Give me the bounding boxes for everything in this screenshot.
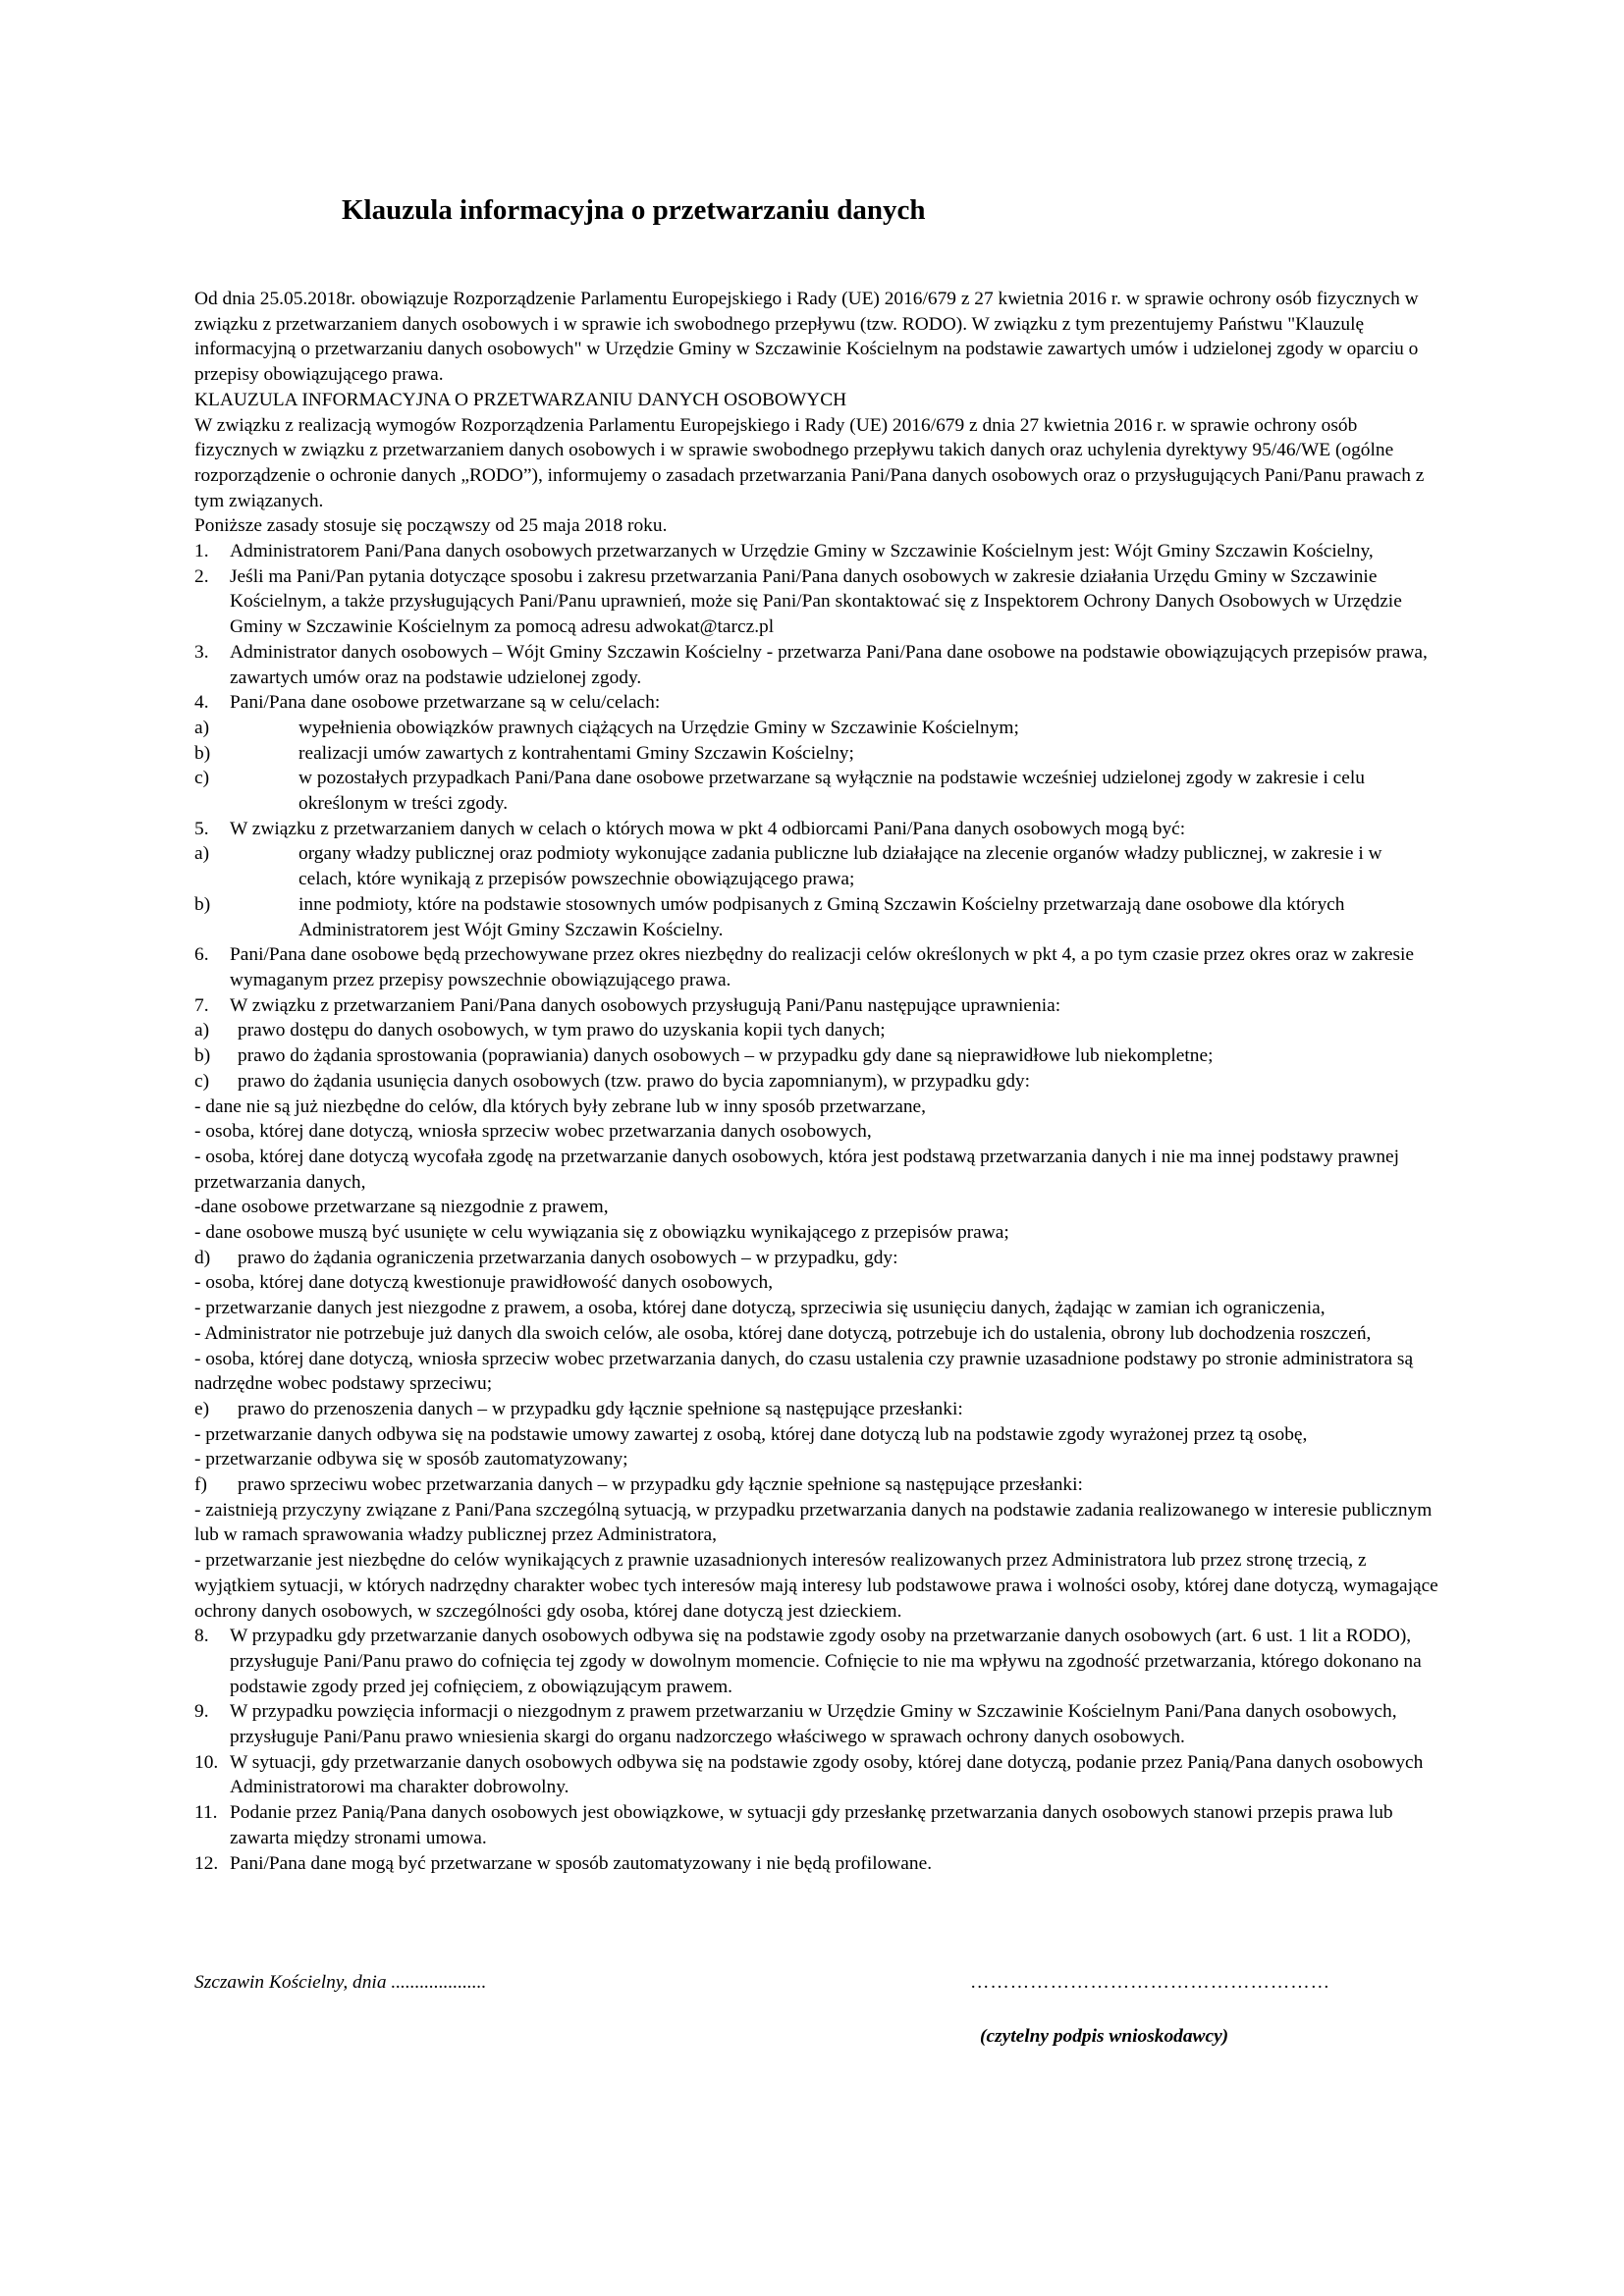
dash-item: - przetwarzanie jest niezbędne do celów wynikających z prawnie uzasadnionych interesów realizowanych przez Administratora lub przez stronę trzecią, z wyjątkiem sytuacji, w których nadrzędny charakter wobec tych interesów mają interesy lub podstawowe prawa i wolności osoby, której dane dotyczą, wymagające ochrony danych osobowych, w szczególności gdy osoba, której dane dotyczą jest dzieckiem. — [194, 1550, 1438, 1622]
list-subitem — [194, 1043, 1439, 1069]
list-subitem — [194, 1018, 1439, 1043]
item-marker: 2. — [194, 565, 209, 587]
item-text: realizacji umów zawartych z kontrahentami Gminy Szczawin Kościelny; — [298, 742, 854, 764]
item-marker: d) — [194, 1247, 211, 1268]
dash-item: - osoba, której dane dotyczą kwestionuje prawidłowość danych osobowych, — [194, 1272, 774, 1294]
list-item — [194, 539, 1439, 564]
item-text: W związku z przetwarzaniem Pani/Pana danych osobowych przysługują Pani/Panu następujące uprawnienia: — [230, 994, 1061, 1016]
item-text: wypełnienia obowiązków prawnych ciążących na Urzędzie Gminy w Szczawinie Kościelnym; — [298, 717, 1019, 738]
item-text: Administrator danych osobowych – Wójt Gminy Szczawin Kościelny - przetwarza Pani/Pana dane osobowe na podstawie obowiązujących przepisów prawa, zawartych umów oraz na podstawie udzielonej zgody. — [230, 641, 1428, 688]
dash-item: - dane osobowe muszą być usunięte w celu wywiązania się z obowiązku wynikającego z przepisów prawa; — [194, 1222, 1009, 1244]
list-subitem — [194, 1397, 1439, 1422]
document-body — [194, 287, 1439, 1876]
item-marker: e) — [194, 1398, 210, 1419]
list-item — [194, 640, 1439, 690]
place-date-field: Szczawin Kościelny, dnia .................... — [194, 1972, 487, 1993]
list-subitem — [194, 766, 1439, 816]
list-subitem — [194, 1069, 1439, 1095]
item-marker: 6. — [194, 944, 209, 966]
item-text: w pozostałych przypadkach Pani/Pana dane osobowe przetwarzane są wyłącznie na podstawie wcześniej udzielonej zgody w zakresie i celu określonym w treści zgody. — [298, 768, 1365, 815]
item-marker: b) — [194, 1045, 211, 1067]
item-marker: b) — [194, 742, 211, 764]
dash-item: - zaistnieją przyczyny związane z Pani/Pana szczególną sytuacją, w przypadku przetwarzania danych na podstawie zadania realizowanego w interesie publicznym lub w ramach sprawowania władzy publicznej przez Administratora, — [194, 1499, 1433, 1546]
dash-item: - osoba, której dane dotyczą wycofała zgodę na przetwarzanie danych osobowych, która jest podstawą przetwarzania danych i nie ma innej podstawy prawnej przetwarzania danych, — [194, 1146, 1400, 1193]
item-text: W związku z przetwarzaniem danych w celach o których mowa w pkt 4 odbiorcami Pani/Pana danych osobowych mogą być: — [230, 818, 1186, 839]
item-text: inne podmioty, które na podstawie stosownych umów podpisanych z Gminą Szczawin Kościelny przetwarzają dane osobowe dla których Administratorem jest Wójt Gminy Szczawin Kościelny. — [298, 893, 1345, 940]
item-text: prawo sprzeciwu wobec przetwarzania danych – w przypadku gdy łącznie spełnione są następujące przesłanki: — [238, 1474, 1083, 1496]
item-text: Pani/Pana dane mogą być przetwarzane w sposób zautomatyzowany i nie będą profilowane. — [230, 1852, 933, 1874]
dash-item: -dane osobowe przetwarzane są niezgodnie z prawem, — [194, 1197, 609, 1218]
page-title: Klauzula informacyjna o przetwarzaniu danych — [342, 194, 926, 226]
list-subitem — [194, 841, 1439, 891]
item-text: prawo do żądania usunięcia danych osobowych (tzw. prawo do bycia zapomnianym), w przypadku gdy: — [238, 1070, 1030, 1092]
item-marker: c) — [194, 1070, 210, 1092]
item-text: W przypadku powzięcia informacji o niezgodnym z prawem przetwarzaniu w Urzędzie Gminy w Szczawinie Kościelnym Pani/Pana danych osobowych, przysługuje Pani/Panu prawo wniesienia skargi do organu nadzorczego właściwego w sprawach ochrony danych osobowych. — [230, 1701, 1397, 1748]
list-subitem — [194, 892, 1439, 942]
item-marker: 10. — [194, 1751, 219, 1773]
dash-item: - osoba, której dane dotyczą, wniosła sprzeciw wobec przetwarzania danych osobowych, — [194, 1121, 872, 1143]
list-item — [194, 817, 1439, 842]
item-marker: 4. — [194, 692, 209, 714]
effective-date-paragraph: Poniższe zasady stosuje się począwszy od 25 maja 2018 roku. — [194, 515, 668, 537]
item-marker: f) — [194, 1474, 207, 1496]
item-text: W sytuacji, gdy przetwarzanie danych osobowych odbywa się na podstawie zgody osoby, której dane dotyczą, podanie przez Panią/Pana danych osobowych Administratorowi ma charakter dobrowolny. — [230, 1751, 1424, 1798]
list-subitem — [194, 1246, 1439, 1271]
list-item — [194, 1624, 1439, 1699]
item-marker: 8. — [194, 1626, 209, 1647]
section-heading: KLAUZULA INFORMACYJNA O PRZETWARZANIU DANYCH OSOBOWYCH — [194, 389, 847, 410]
list-item — [194, 690, 1439, 716]
item-marker: 9. — [194, 1701, 209, 1723]
item-marker: c) — [194, 768, 210, 789]
item-text: prawo do żądania ograniczenia przetwarzania danych osobowych – w przypadku, gdy: — [238, 1247, 898, 1268]
list-item — [194, 1699, 1439, 1749]
item-text: Jeśli ma Pani/Pan pytania dotyczące sposobu i zakresu przetwarzania Pani/Pana danych osobowych w zakresie działania Urzędu Gminy w Szczawinie Kościelnym, a także przysługujących Pani/Panu uprawnień, może się Pani/Pan skontaktować się z Inspektorem Ochrony Danych Osobowych w Urzędzie Gminy w Szczawinie Kościelnym za pomocą adresu adwokat@tarcz.pl — [230, 565, 1402, 638]
list-item — [194, 1800, 1439, 1850]
item-marker: 5. — [194, 818, 209, 839]
item-marker: 1. — [194, 541, 209, 562]
dash-item: - przetwarzanie danych odbywa się na podstawie umowy zawartej z osobą, której dane dotyczą lub na podstawie zgody wyrażonej przez tą osobę, — [194, 1423, 1308, 1445]
item-text: prawo do żądania sprostowania (poprawiania) danych osobowych – w przypadku gdy dane są nieprawidłowe lub niekompletne; — [238, 1045, 1214, 1067]
item-text: prawo do przenoszenia danych – w przypadku gdy łącznie spełnione są następujące przesłanki: — [238, 1398, 963, 1419]
rodo-paragraph: W związku z realizacją wymogów Rozporządzenia Parlamentu Europejskiego i Rady (UE) 2016/679 z dnia 27 kwietnia 2016 r. w sprawie ochrony osób fizycznych w związku z przetwarzaniem danych osobowych i w sprawie swobodnego przepływu takich danych oraz uchylenia dyrektywy 95/46/WE (ogólne rozporządzenie o ochronie danych „RODO”), informujemy o zasadach przetwarzania Pani/Pana danych osobowych oraz o przysługujących Pani/Panu prawach z tym związanych. — [194, 414, 1425, 511]
item-marker: 7. — [194, 994, 209, 1016]
item-text: prawo dostępu do danych osobowych, w tym prawo do uzyskania kopii tych danych; — [238, 1020, 886, 1041]
item-marker: a) — [194, 843, 210, 865]
item-text: Pani/Pana dane osobowe będą przechowywane przez okres niezbędny do realizacji celów określonych w pkt 4, a po tym czasie przez okres oraz w zakresie wymaganym przez przepisy powszechnie obowiązującego prawa. — [230, 944, 1415, 990]
item-text: organy władzy publicznej oraz podmioty wykonujące zadania publiczne lub działające na zlecenie organów władzy publicznej, w zakresie i w celach, które wynikają z przepisów powszechnie obowiązującego prawa; — [298, 843, 1382, 890]
intro-paragraph: Od dnia 25.05.2018r. obowiązuje Rozporządzenie Parlamentu Europejskiego i Rady (UE) 2016/679 z 27 kwietnia 2016 r. w sprawie ochrony osób fizycznych w związku z przetwarzaniem danych osobowych i w sprawie ich swobodnego przepływu (tzw. RODO). W związku z tym prezentujemy Państwu "Klauzulę informacyjną o przetwarzaniu danych osobowych" w Urzędzie Gminy w Szczawinie Kościelnym na podstawie zawartych umów i udzielonej zgody w oparciu o przepisy obowiązującego prawa. — [194, 289, 1419, 386]
list-item — [194, 942, 1439, 992]
list-subitem — [194, 716, 1439, 741]
list-item — [194, 1750, 1439, 1800]
item-marker: 12. — [194, 1852, 219, 1874]
dash-item: - osoba, której dane dotyczą, wniosła sprzeciw wobec przetwarzania danych, do czasu ustalenia czy prawnie uzasadnione podstawy po stronie administratora są nadrzędne wobec podstawy sprzeciwu; — [194, 1348, 1414, 1395]
item-text: W przypadku gdy przetwarzanie danych osobowych odbywa się na podstawie zgody osoby na przetwarzanie danych osobowych (art. 6 ust. 1 lit a RODO), przysługuje Pani/Panu prawo do cofnięcia tej zgody w dowolnym momencie. Cofnięcie to nie ma wpływu na zgodność przetwarzania, którego dokonano na podstawie zgody przed jej cofnięciem, z obowiązującym prawem. — [230, 1626, 1422, 1697]
item-text: Administratorem Pani/Pana danych osobowych przetwarzanych w Urzędzie Gminy w Szczawinie Kościelnym jest: Wójt Gminy Szczawin Kościelny, — [230, 541, 1374, 562]
dash-item: - dane nie są już niezbędne do celów, dla których były zebrane lub w inny sposób przetwarzane, — [194, 1095, 927, 1117]
dash-item: - przetwarzanie danych jest niezgodne z prawem, a osoba, której dane dotyczą, sprzeciwia się usunięciu danych, żądając w zamian ich ograniczenia, — [194, 1298, 1326, 1319]
signature-line: ……………………………………………… — [970, 1972, 1331, 1993]
list-item — [194, 993, 1439, 1019]
item-text: Podanie przez Panią/Pana danych osobowych jest obowiązkowe, w sytuacji gdy przesłankę przetwarzania danych osobowych stanowi przepis prawa lub zawarta między stronami umowa. — [230, 1802, 1393, 1848]
item-marker: 3. — [194, 641, 209, 663]
list-subitem — [194, 741, 1439, 767]
list-item — [194, 1851, 1439, 1877]
item-marker: 11. — [194, 1802, 218, 1824]
item-text: Pani/Pana dane osobowe przetwarzane są w celu/celach: — [230, 692, 661, 714]
item-marker: a) — [194, 717, 210, 738]
dash-item: - Administrator nie potrzebuje już danych dla swoich celów, ale osoba, której dane dotyczą, potrzebuje ich do ustalenia, obrony lub dochodzenia roszczeń, — [194, 1322, 1372, 1344]
item-marker: b) — [194, 893, 211, 915]
signature-caption: (czytelny podpis wnioskodawcy) — [980, 2026, 1229, 2047]
list-item — [194, 564, 1439, 640]
item-marker: a) — [194, 1020, 210, 1041]
dash-item: - przetwarzanie odbywa się w sposób zautomatyzowany; — [194, 1449, 628, 1470]
list-subitem — [194, 1472, 1439, 1498]
